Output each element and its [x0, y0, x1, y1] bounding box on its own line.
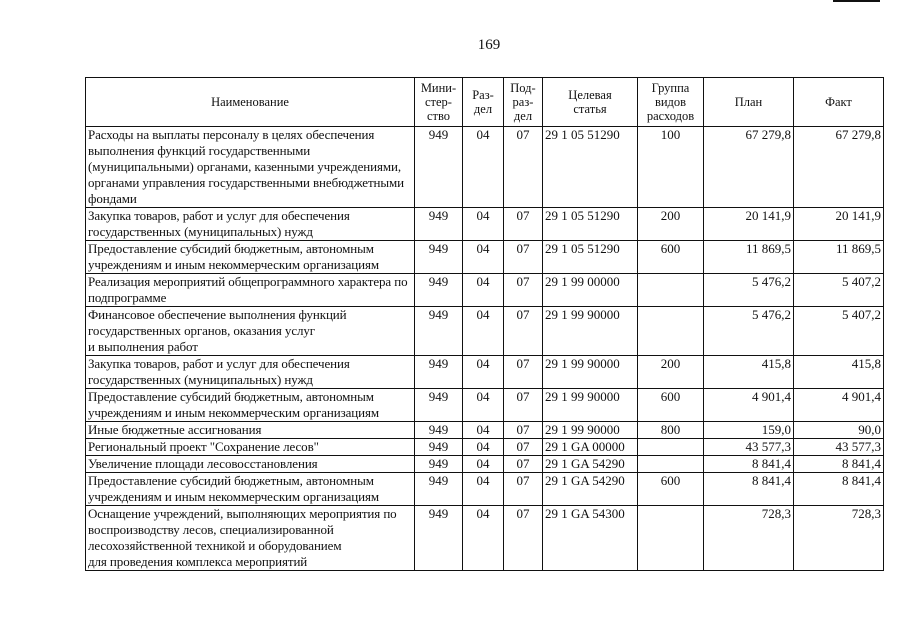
- cell-section: 04: [463, 506, 504, 571]
- table-row: [86, 439, 884, 456]
- cell-section: 04: [463, 422, 504, 439]
- cell-name: Закупка товаров, работ и услуг для обеспечения государственных (муниципальных) нужд: [86, 208, 415, 241]
- cell-target: 29 1 GA 54300: [543, 506, 638, 571]
- cell-subsection: 07: [504, 506, 543, 571]
- cell-target: 29 1 GA 54290: [543, 473, 638, 506]
- cell-section: 04: [463, 208, 504, 241]
- cell-subsection: 07: [504, 389, 543, 422]
- cell-plan: 20 141,9: [704, 208, 794, 241]
- table-row: [86, 208, 884, 241]
- header-name: Наименование: [86, 78, 415, 127]
- cell-target: 29 1 99 90000: [543, 422, 638, 439]
- cell-subsection: 07: [504, 274, 543, 307]
- cell-fact: 4 901,4: [794, 389, 884, 422]
- cell-section: 04: [463, 127, 504, 208]
- cell-target: 29 1 99 90000: [543, 356, 638, 389]
- cell-plan: 415,8: [704, 356, 794, 389]
- cell-ministry: 949: [415, 274, 463, 307]
- cell-section: 04: [463, 456, 504, 473]
- cell-plan: 11 869,5: [704, 241, 794, 274]
- cell-subsection: 07: [504, 307, 543, 356]
- table-body: [86, 127, 884, 571]
- cell-ministry: 949: [415, 422, 463, 439]
- cell-fact: 5 407,2: [794, 307, 884, 356]
- page-number: 169: [477, 37, 501, 53]
- cell-plan: 5 476,2: [704, 274, 794, 307]
- cell-target: 29 1 99 90000: [543, 389, 638, 422]
- cell-expense-group: 100: [638, 127, 704, 208]
- cell-subsection: 07: [504, 208, 543, 241]
- header-section: Раз- дел: [463, 78, 504, 127]
- cell-section: 04: [463, 439, 504, 456]
- cell-target: 29 1 99 90000: [543, 307, 638, 356]
- cell-ministry: 949: [415, 307, 463, 356]
- cell-name: Увеличение площади лесовосстановления: [86, 456, 415, 473]
- cell-subsection: 07: [504, 422, 543, 439]
- table-row: [86, 127, 884, 208]
- cell-section: 04: [463, 307, 504, 356]
- cell-subsection: 07: [504, 356, 543, 389]
- cell-name: Предоставление субсидий бюджетным, автономным учреждениям и иным некоммерческим организациям: [86, 241, 415, 274]
- cell-plan: 4 901,4: [704, 389, 794, 422]
- cell-expense-group: [638, 274, 704, 307]
- cell-ministry: 949: [415, 389, 463, 422]
- cell-expense-group: [638, 506, 704, 571]
- cell-expense-group: [638, 307, 704, 356]
- cell-name: Оснащение учреждений, выполняющих мероприятия по воспроизводству лесов, специализированной лесохозяйственной техникой и оборудованием для проведения комплекса мероприятий: [86, 506, 415, 571]
- cell-expense-group: 200: [638, 356, 704, 389]
- cell-expense-group: 600: [638, 473, 704, 506]
- header-plan: План: [704, 78, 794, 127]
- cell-name: Предоставление субсидий бюджетным, автономным учреждениям и иным некоммерческим организациям: [86, 473, 415, 506]
- cell-subsection: 07: [504, 456, 543, 473]
- cell-expense-group: 600: [638, 389, 704, 422]
- table-row: [86, 356, 884, 389]
- cell-target: 29 1 05 51290: [543, 127, 638, 208]
- cell-name: Расходы на выплаты персоналу в целях обеспечения выполнения функций государственными (муниципальными) органами, казенными учреждениями, органами управления государственными внебюджетными фондами: [86, 127, 415, 208]
- cell-ministry: 949: [415, 127, 463, 208]
- cell-target: 29 1 99 00000: [543, 274, 638, 307]
- cell-fact: 8 841,4: [794, 456, 884, 473]
- table-row: [86, 389, 884, 422]
- cell-plan: 43 577,3: [704, 439, 794, 456]
- table-row: [86, 274, 884, 307]
- table-row: [86, 422, 884, 439]
- cell-fact: 43 577,3: [794, 439, 884, 456]
- header-fact: Факт: [794, 78, 884, 127]
- cell-section: 04: [463, 389, 504, 422]
- cell-name: Предоставление субсидий бюджетным, автономным учреждениям и иным некоммерческим организациям: [86, 389, 415, 422]
- cell-expense-group: 600: [638, 241, 704, 274]
- cell-ministry: 949: [415, 473, 463, 506]
- cell-fact: 8 841,4: [794, 473, 884, 506]
- cell-name: Региональный проект "Сохранение лесов": [86, 439, 415, 456]
- header-target: Целевая статья: [543, 78, 638, 127]
- cell-target: 29 1 GA 00000: [543, 439, 638, 456]
- cell-fact: 5 407,2: [794, 274, 884, 307]
- cell-fact: 728,3: [794, 506, 884, 571]
- cell-expense-group: [638, 439, 704, 456]
- cell-fact: 415,8: [794, 356, 884, 389]
- cell-plan: 5 476,2: [704, 307, 794, 356]
- cell-subsection: 07: [504, 241, 543, 274]
- table-row: [86, 456, 884, 473]
- cell-fact: 11 869,5: [794, 241, 884, 274]
- corner-rule: [833, 0, 880, 2]
- cell-section: 04: [463, 473, 504, 506]
- cell-fact: 90,0: [794, 422, 884, 439]
- cell-expense-group: [638, 456, 704, 473]
- cell-expense-group: 200: [638, 208, 704, 241]
- cell-section: 04: [463, 241, 504, 274]
- cell-plan: 8 841,4: [704, 456, 794, 473]
- cell-section: 04: [463, 356, 504, 389]
- cell-ministry: 949: [415, 356, 463, 389]
- cell-target: 29 1 05 51290: [543, 241, 638, 274]
- table-row: [86, 307, 884, 356]
- table-header-row: [86, 78, 884, 127]
- table-row: [86, 241, 884, 274]
- cell-subsection: 07: [504, 473, 543, 506]
- cell-fact: 67 279,8: [794, 127, 884, 208]
- cell-ministry: 949: [415, 208, 463, 241]
- cell-name: Реализация мероприятий общепрограммного характера по подпрограмме: [86, 274, 415, 307]
- cell-target: 29 1 05 51290: [543, 208, 638, 241]
- cell-ministry: 949: [415, 456, 463, 473]
- header-ministry: Мини- стер- ство: [415, 78, 463, 127]
- cell-section: 04: [463, 274, 504, 307]
- cell-expense-group: 800: [638, 422, 704, 439]
- cell-plan: 159,0: [704, 422, 794, 439]
- cell-plan: 67 279,8: [704, 127, 794, 208]
- cell-subsection: 07: [504, 127, 543, 208]
- cell-plan: 8 841,4: [704, 473, 794, 506]
- cell-name: Иные бюджетные ассигнования: [86, 422, 415, 439]
- cell-ministry: 949: [415, 506, 463, 571]
- header-subsection: Под- раз- дел: [504, 78, 543, 127]
- cell-name: Финансовое обеспечение выполнения функций государственных органов, оказания услуг и выполнения работ: [86, 307, 415, 356]
- cell-name: Закупка товаров, работ и услуг для обеспечения государственных (муниципальных) нужд: [86, 356, 415, 389]
- budget-table: [85, 77, 884, 571]
- header-expense-group: Группа видов расходов: [638, 78, 704, 127]
- cell-ministry: 949: [415, 439, 463, 456]
- cell-subsection: 07: [504, 439, 543, 456]
- cell-ministry: 949: [415, 241, 463, 274]
- cell-fact: 20 141,9: [794, 208, 884, 241]
- cell-target: 29 1 GA 54290: [543, 456, 638, 473]
- table-row: [86, 473, 884, 506]
- cell-plan: 728,3: [704, 506, 794, 571]
- table-row: [86, 506, 884, 571]
